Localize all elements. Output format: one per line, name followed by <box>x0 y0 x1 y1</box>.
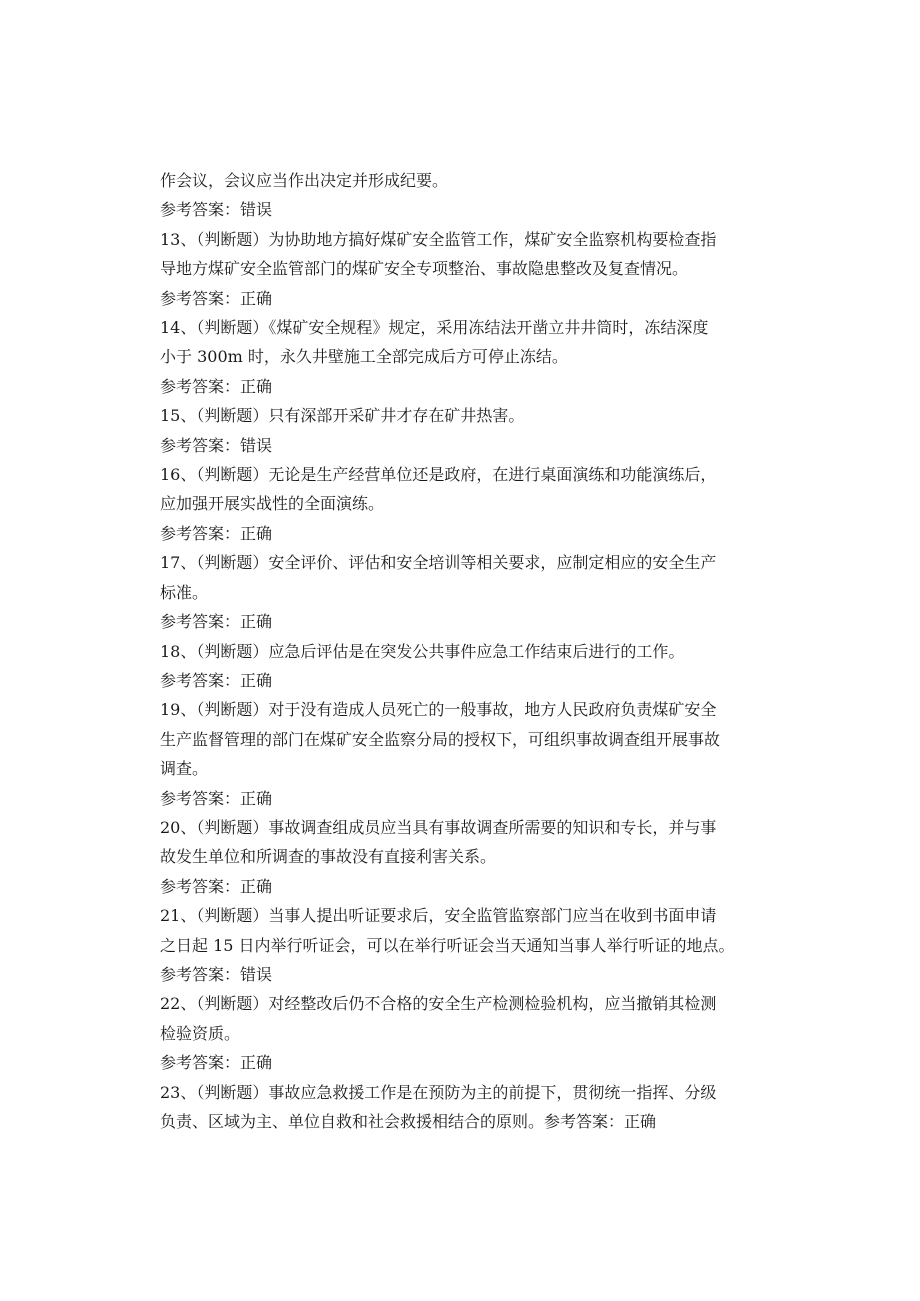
answer-text: 参考答案：正确 <box>160 376 273 396</box>
question-line: 标准。 <box>160 582 209 602</box>
question-line: 故发生单位和所调查的事故没有直接利害关系。 <box>160 847 497 867</box>
question-line: 导地方煤矿安全监管部门的煤矿安全专项整治、事故隐患整改及复查情况。 <box>160 259 689 279</box>
question-line: 之日起 15 日内举行听证会，可以在举行听证会当天通知当事人举行听证的地点。 <box>160 935 735 955</box>
question-line: 小于 300m 时，永久井壁施工全部完成后方可停止冻结。 <box>160 347 568 367</box>
answer-line <box>160 960 800 989</box>
question-item <box>160 1078 800 1137</box>
document-body <box>160 166 800 1136</box>
question-line: 应加强开展实战性的全面演练。 <box>160 494 385 514</box>
answer-line <box>160 666 800 695</box>
question-item <box>160 225 800 284</box>
answer-text: 参考答案：正确 <box>160 523 273 543</box>
answer-line <box>160 195 800 224</box>
question-line: 18、（判断题）应急后评估是在突发公共事件应急工作结束后进行的工作。 <box>160 641 685 661</box>
question-line: 21、（判断题）当事人提出听证要求后，安全监管监察部门应当在收到书面申请 <box>160 906 717 926</box>
question-item <box>160 548 800 607</box>
question-item <box>160 989 800 1048</box>
question-line: 13、（判断题）为协助地方搞好煤矿安全监管工作，煤矿安全监察机构要检查指 <box>160 229 717 249</box>
question-line: 16、（判断题）无论是生产经营单位还是政府，在进行桌面演练和功能演练后， <box>160 465 717 485</box>
answer-text: 参考答案：正确 <box>160 670 273 690</box>
answer-line <box>160 519 800 548</box>
answer-text: 参考答案：正确 <box>160 1053 273 1073</box>
question-line: 15、（判断题）只有深部开采矿井才存在矿井热害。 <box>160 406 525 426</box>
question-line: 19、（判断题）对于没有造成人员死亡的一般事故，地方人民政府负责煤矿安全 <box>160 700 717 720</box>
question-item <box>160 901 800 960</box>
answer-line <box>160 372 800 401</box>
question-item <box>160 460 800 519</box>
answer-line <box>160 431 800 460</box>
answer-text: 参考答案：错误 <box>160 964 273 984</box>
question-line: 22、（判断题）对经整改后仍不合格的安全生产检测检验机构，应当撤销其检测 <box>160 994 717 1014</box>
question-line: 生产监督管理的部门在煤矿安全监察分局的授权下，可组织事故调查组开展事故 <box>160 729 721 749</box>
text-line: 作会议，会议应当作出决定并形成纪要。 <box>160 171 449 190</box>
question-line: 调查。 <box>160 759 209 779</box>
question-item <box>160 813 800 872</box>
answer-line <box>160 1048 800 1077</box>
answer-text: 参考答案：正确 <box>160 288 273 308</box>
answer-line <box>160 607 800 636</box>
question-line: 检验资质。 <box>160 1023 241 1043</box>
continuation-paragraph <box>160 166 800 195</box>
question-item <box>160 401 800 430</box>
answer-line <box>160 872 800 901</box>
answer-text: 参考答案：错误 <box>160 435 273 455</box>
answer-line <box>160 284 800 313</box>
answer-text: 参考答案：正确 <box>160 788 273 808</box>
question-item <box>160 637 800 666</box>
question-line: 17、（判断题）安全评价、评估和安全培训等相关要求，应制定相应的安全生产 <box>160 553 717 573</box>
question-line: 20、（判断题）事故调查组成员应当具有事故调查所需要的知识和专长，并与事 <box>160 817 717 837</box>
answer-line <box>160 784 800 813</box>
answer-text: 参考答案：错误 <box>160 200 273 220</box>
answer-text: 参考答案：正确 <box>160 612 273 632</box>
question-item <box>160 313 800 372</box>
question-item <box>160 695 800 783</box>
question-line: 23、（判断题）事故应急救援工作是在预防为主的前提下，贯彻统一指挥、分级 <box>160 1082 717 1102</box>
answer-text: 参考答案：正确 <box>160 876 273 896</box>
question-line: 负责、区域为主、单位自救和社会救援相结合的原则。参考答案：正确 <box>160 1112 657 1131</box>
question-line: 14、（判断题）《煤矿安全规程》规定，采用冻结法开凿立井井筒时，冻结深度 <box>160 318 709 338</box>
